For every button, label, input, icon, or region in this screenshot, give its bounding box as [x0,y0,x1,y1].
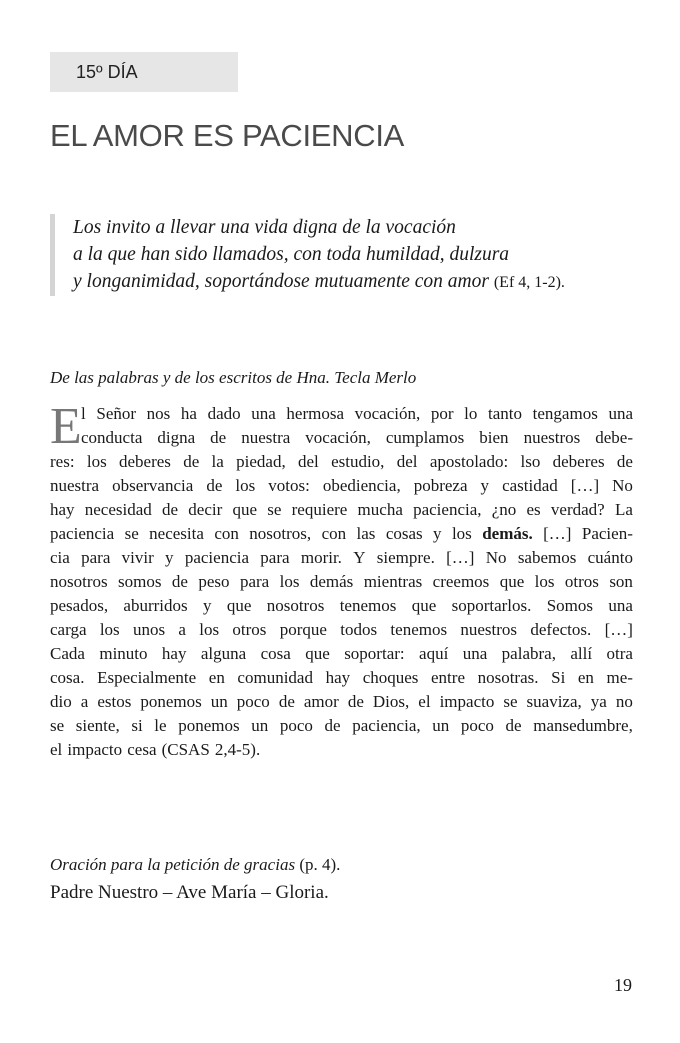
word: minuto [99,644,148,663]
word: ha [180,404,197,423]
word: un [432,716,450,735]
word: si [131,716,143,735]
word: sabemos [517,548,577,567]
body-line [50,426,633,450]
word: ¿no [491,500,517,519]
word: cia [50,548,70,567]
word: conducta [81,428,143,447]
word: peso [198,572,230,591]
word: una [251,404,276,423]
word: mientras [363,572,423,591]
word: […] [446,548,475,567]
word: suaviza, [526,692,582,711]
word: pesados, [50,596,109,615]
word: soportarlos. [451,596,532,615]
word: demás. [482,524,533,543]
word: digna [157,428,196,447]
word: en [577,668,594,687]
word: […] [604,620,633,639]
word: se [124,524,139,543]
word: apostolado: [429,452,509,471]
word: de [206,476,223,495]
word: los [279,572,300,591]
word: los [99,620,120,639]
word: bien [479,428,509,447]
word: de [278,692,295,711]
word: morir. [300,548,342,567]
word: de [171,572,188,591]
body-line [50,450,633,474]
word: que [305,644,330,663]
word: nuestra [50,476,100,495]
word: Si [551,668,566,687]
word: la [211,452,224,471]
word: otros [232,620,267,639]
body-line [50,522,633,546]
word: y [165,548,174,567]
word: nuestros [460,620,518,639]
word: otra [606,644,633,663]
page-number: 19 [614,975,632,995]
word: mansedumbre, [533,716,633,735]
word: cosa. [50,668,85,687]
quote-line: a la que han sido llamados, con toda humildad, dulzura [73,244,510,265]
word: nos [146,404,171,423]
word: nuestra [241,428,291,447]
word: los [235,476,256,495]
word: cumplamos [385,428,465,447]
word: paciencia, [352,716,421,735]
word: nosotros, [249,524,312,543]
word: a [178,620,186,639]
word: (CSAS [161,740,210,759]
word: es [526,500,541,519]
word: tenemos [390,620,448,639]
word: choques [362,668,419,687]
prayer-page-ref: (p. 4). [295,855,341,874]
word: votos: [268,476,310,495]
word: ponemos [140,692,202,711]
word: lo [464,404,478,423]
word: del [298,452,319,471]
word: estos [97,692,132,711]
word: palabra, [501,644,556,663]
word: paciencia, [413,500,482,519]
word: y [433,524,442,543]
body-line [50,570,633,594]
word: el [50,740,63,759]
word: […] [570,476,600,495]
word: de [324,716,341,735]
word: para [81,548,111,567]
word: todos [340,620,378,639]
word: de [347,692,364,711]
word: comunidad [237,668,313,687]
word: ya [590,692,607,711]
word: paciencia [184,548,250,567]
word: La [614,500,633,519]
word: requiere [291,500,348,519]
word: vocación, [305,428,371,447]
word: las [356,524,376,543]
body-line [50,546,633,570]
body-line [50,402,633,426]
word: me- [606,668,633,687]
word: deberes [552,452,605,471]
quote-line [73,268,640,296]
word: lso [520,452,541,471]
word: hermosa [286,404,345,423]
word: creemos [432,572,490,591]
prayer-instruction [50,852,340,878]
word: Señor [96,404,137,423]
word: No [485,548,507,567]
word: necesita [149,524,204,543]
word: le [154,716,167,735]
word: dado [207,404,241,423]
word: del [396,452,418,471]
word: impacto [67,740,123,759]
word: hay [50,500,75,519]
word: observancia [112,476,194,495]
word: no [615,692,633,711]
word: tengamos [532,404,598,423]
quote-reference: (Ef 4, 1-2). [493,274,565,291]
word: aquí [419,644,449,663]
word: decir [188,500,223,519]
word: un [210,692,228,711]
word: se [503,692,518,711]
word: somos [118,572,162,591]
scripture-quote [50,214,640,296]
word: Cada [50,644,85,663]
word: siente, [75,716,120,735]
word: obediencia, [322,476,401,495]
word: son [609,572,633,591]
word: pobreza [413,476,468,495]
day-label: 15º DÍA [50,52,238,92]
word: de [162,500,179,519]
word: res: [50,452,75,471]
body-line [50,714,633,738]
word: los [534,572,555,591]
word: tanto [488,404,523,423]
word: cesa [127,740,157,759]
word: los [199,620,220,639]
word: poco [236,692,270,711]
word: l [81,404,86,423]
word: con [214,524,239,543]
word: hay [161,644,187,663]
word: unos [132,620,166,639]
word: castidad [502,476,558,495]
word: que [411,596,437,615]
word: de [183,452,200,471]
word: necesidad [84,500,152,519]
word: los [86,452,107,471]
word: Y [353,548,366,567]
word: otros [564,572,599,591]
word: alguna [200,644,247,663]
word: cuánto [587,548,633,567]
word: cosas [385,524,423,543]
word: nosotros [266,596,325,615]
word: paciencia [50,524,115,543]
word: de [616,452,633,471]
word: por [430,404,454,423]
word: poco [460,716,494,735]
section-subheading: De las palabras y de los escritos de Hna. Tecla Merlo [50,368,417,387]
body-line [50,642,633,666]
word: poco [279,716,313,735]
word: que [226,596,252,615]
word: allí [570,644,593,663]
word: nosotros [50,572,108,591]
word: tenemos [339,596,397,615]
prayer-closing: Padre Nuestro – Ave María – Gloria. [50,882,329,903]
word: vivir [121,548,154,567]
word: y [202,596,212,615]
body-line [50,738,633,762]
word: impacto [439,692,495,711]
word: Pacien- [581,524,633,543]
word: Somos [546,596,594,615]
word: los [451,524,472,543]
body-line [50,498,633,522]
word: a [80,692,89,711]
word: demás [309,572,354,591]
word: soportar: [344,644,405,663]
word: para [260,548,290,567]
word: que [232,500,258,519]
word: un [251,716,269,735]
word: cosa [260,644,291,663]
word: Especialmente [97,668,197,687]
word: el [418,692,431,711]
word: de [505,716,522,735]
body-line [50,594,633,618]
word: 2,4-5). [214,740,261,759]
quote-line-text: y longanimidad, soportándose mutuamente con amor [73,271,489,292]
word: nuestros [523,428,581,447]
word: No [612,476,633,495]
word: amor [303,692,339,711]
word: mucha [357,500,403,519]
body-line [50,618,633,642]
word: siempre. [376,548,435,567]
word: dio [50,692,72,711]
word: […] [543,524,572,543]
word: de [210,428,227,447]
word: deberes [118,452,171,471]
word: estudio, [331,452,385,471]
word: una [608,404,633,423]
word: Dios, [372,692,410,711]
body-text [50,398,633,762]
prayer-title: Oración para la petición de gracias [50,855,296,874]
word: carga [50,620,87,639]
word: vocación, [354,404,421,423]
word: que [499,572,525,591]
word: se [50,716,65,735]
word: debe- [595,428,633,447]
word: aburridos [123,596,188,615]
word: nosotras. [477,668,539,687]
word: verdad? [550,500,605,519]
word: se [267,500,282,519]
page-title: EL AMOR ES PACIENCIA [50,118,405,153]
body-line [50,666,633,690]
word: para [239,572,270,591]
word: hay [325,668,351,687]
quote-line: Los invito a llevar una vida digna de la vocación [73,217,456,238]
word: una [462,644,488,663]
word: con [321,524,347,543]
drop-cap: E [50,398,82,455]
word: defectos. [530,620,592,639]
word: una [608,596,633,615]
word: ponemos [178,716,240,735]
word: y [480,476,490,495]
body-line [50,690,633,714]
word: en [208,668,225,687]
body-line [50,474,633,498]
word: entre [431,668,465,687]
word: piedad, [236,452,286,471]
word: porque [279,620,327,639]
